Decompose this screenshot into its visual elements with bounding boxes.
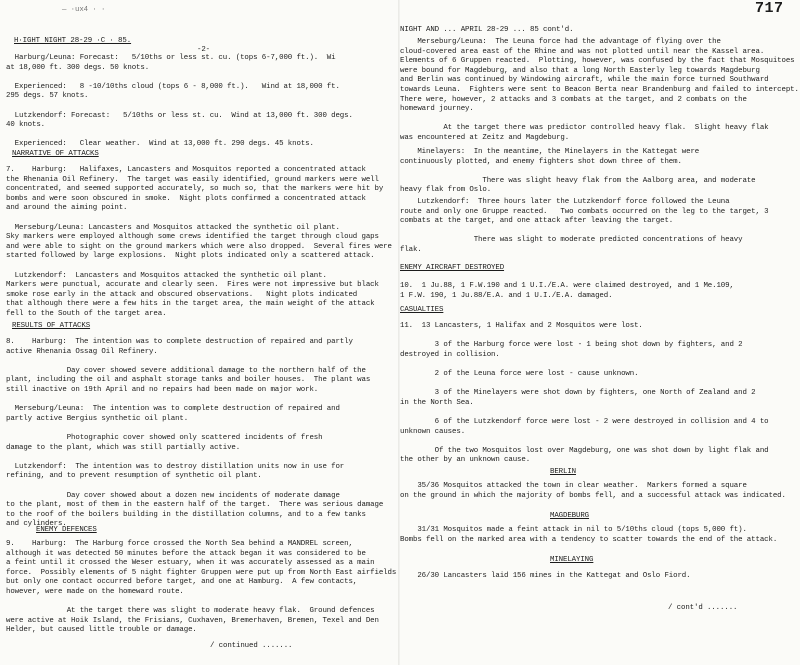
text-line: towards Leuna. Fighters were sent to Beacon Berta near Brandenburg and failed to intercept. [400, 85, 799, 94]
text-line: 2 of the Leuna force were lost - cause unknown. [400, 369, 639, 378]
weather-block [6, 54, 353, 150]
text-line: although it was detected 50 minutes before the attack began it was considered to be [6, 549, 366, 558]
text-line: At the target there was predictor controlled heavy flak. Slight heavy flak [400, 124, 769, 133]
text-line: 31/31 Mosquitos made a feint attack in nil to 5/10ths cloud (tops 5,000 ft). [400, 526, 747, 534]
text-line: Lutzkendorf: Three hours later the Lutzkendorf force followed the Leuna [400, 198, 730, 206]
enemy-defences-block [6, 540, 396, 636]
text-line: still inactive on 19th April and no repairs had been made on major work. [6, 385, 319, 394]
text-line: Merseburg/Leuna: Lancasters and Mosquitos attacked the synthetic oil plant. [6, 223, 340, 232]
text-line: the other by an unknown cause. [400, 456, 531, 465]
text-line: and cylinders. [6, 520, 67, 529]
page-number: 717 [755, 0, 784, 17]
text-line: Harburg/Leuna: Forecast: 5/10ths or less st. cu. (tops 6-7,000 ft.). Wi [6, 54, 336, 62]
text-line: unknown causes. [400, 427, 466, 436]
text-line: 1 F.W. 190, 1 Ju.88/E.A. and 1 U.I./E.A. damaged. [400, 291, 613, 300]
text-line: Lutzkendorf: Lancasters and Mosquitos attacked the synthetic oil plant. [6, 271, 327, 280]
text-line [6, 396, 383, 406]
text-line: At the target there was slight to moderate heavy flak. Ground defences [6, 607, 375, 616]
minelaying-heading: MINELAYING [550, 556, 594, 564]
text-line: Minelayers: In the meantime, the Minelayers in the Kattegat were [400, 148, 700, 156]
text-line: cloud-covered area east of the Rhine and was not plotted until near the Kassel area. [400, 47, 765, 56]
text-line: 35/36 Mosquitos attacked the town in clear weather. Markers formed a square [400, 482, 747, 490]
text-line: on the ground in which the majority of bombs fell, and a successful attack was indicated. [400, 491, 786, 500]
results-block [6, 338, 383, 530]
text-line [6, 102, 353, 112]
continuation-heading: NIGHT AND ... APRIL 28-29 ... 85 cont'd. [400, 26, 574, 34]
right-column [400, 0, 800, 665]
text-line: 8. Harburg: The intention was to complete destruction of repaired and partly [6, 338, 353, 346]
text-line: Sky markers were employed although some crews identified the target through cloud gaps [6, 233, 379, 242]
text-line: and Berlin was continued by Windowing aircraft, while the main force turned Southward [400, 76, 769, 85]
casualties-heading: CASUALTIES [400, 306, 444, 314]
text-line: however, were made on the homeward route. [6, 587, 184, 596]
text-line: heavy flak from Oslo. [400, 186, 492, 195]
raid-heading: H·IGHT NIGHT 28-29 ·C · 85. [14, 37, 132, 45]
magdeburg-block [400, 526, 777, 545]
enemy-defences-heading: ENEMY DEFENCES [36, 526, 97, 534]
text-line: Photographic cover showed only scattered incidents of fresh [6, 433, 323, 442]
text-line [6, 73, 353, 83]
text-line: the Rhenania Oil Refinery. The target was easily identified, ground markers were well [6, 175, 379, 184]
text-line: 26/30 Lancasters laid 156 mines in the Kattegat and Oslo Fiord. [400, 572, 691, 580]
text-line: Experienced: Clear weather. Wind at 13,000 ft. 290 degs. 45 knots. [6, 140, 314, 149]
text-line [400, 408, 769, 418]
text-line [6, 453, 383, 463]
text-line: started followed by large explosions. Night plots indicated only a scattered attack. [6, 252, 375, 261]
text-line [400, 115, 799, 125]
text-line: destroyed in collision. [400, 350, 500, 359]
text-line: active Rhenania Ossag Oil Refinery. [6, 347, 158, 356]
text-line [6, 214, 392, 224]
aircraft-destroyed-heading: ENEMY AIRCRAFT DESTROYED [400, 264, 505, 272]
weather-dash: -2- [197, 46, 211, 54]
text-line [6, 598, 396, 608]
text-line: There was slight to moderate predicted concentrations of heavy [400, 236, 743, 245]
text-line: 9. Harburg: The Harburg force crossed the North Sea behind a MANDREL screen, [6, 540, 353, 548]
text-line: but only one contact occurred before target, and one at Hamburg. A few contacts, [6, 578, 358, 587]
text-line: Elements of 6 Gruppen reacted. Plotting, however, was confused by the fact that Mosquitoes [400, 57, 795, 66]
leuna-block [400, 38, 799, 144]
text-line: at 18,000 ft. 300 degs. 50 knots. [6, 63, 150, 72]
text-line: plant, including the oil and asphalt storage tanks and boiler houses. The plant was [6, 376, 371, 385]
text-line: 7. Harburg: Halifaxes, Lancasters and Mosquitos reported a concentrated attack [6, 166, 366, 174]
text-line [400, 380, 769, 390]
text-line: that although there were a few hits in the target area, the main weight of the attack [6, 300, 375, 309]
text-line [400, 437, 769, 447]
text-line: 295 degs. 57 knots. [6, 92, 89, 101]
text-line: combats at the target, and one attack after leaving the target. [400, 217, 674, 226]
text-line: Bombs fell on the marked area with a tendency to scatter towards the end of the attack. [400, 535, 778, 544]
text-line: force. Possibly elements of 5 night fighter Gruppen were put up from North East airfields [6, 568, 397, 577]
text-line: to the plant, most of them in the eastern half of the target. There was serious damage [6, 501, 384, 510]
text-line: homeward journey. [400, 105, 474, 114]
continued-note: / continued ....... [210, 642, 293, 650]
text-line: concentrated, and seemed supported accurately, so much so, that the markers were hit by [6, 185, 384, 194]
text-line: fell to the South of the target area. [6, 309, 167, 318]
text-line: partly active Bergius synthetic oil plant. [6, 414, 189, 423]
minelayers-block [400, 148, 755, 196]
corner-mark: — ·ux4 · · [62, 6, 106, 14]
text-line: bombs and were soon obscured in smoke. Night plots confirmed a concentrated attack [6, 194, 366, 203]
text-line [400, 227, 769, 237]
text-line: were bound for Magdeburg, and also that a long North Easterly leg towards Magdeburg [400, 66, 760, 75]
text-line [400, 167, 755, 177]
text-line: Markers were punctual, accurate and clearly seen. Fires were not impressive but black [6, 281, 379, 290]
text-line [6, 424, 383, 434]
text-line: Day cover showed about a dozen new incidents of moderate damage [6, 491, 340, 500]
text-line: and around the aiming point. [6, 204, 128, 213]
berlin-heading: BERLIN [550, 468, 577, 476]
text-line: were active at Hoik Island, the Frisians, Cuxhaven, Bremerhaven, Bremen, Texel and Den [6, 616, 379, 625]
minelaying-block [400, 572, 690, 582]
text-line [400, 332, 769, 342]
text-line [6, 482, 383, 492]
text-line: refining, and to prevent resumption of synthetic oil plant. [6, 472, 262, 481]
text-line: smoke rose early in the attack and obscured observations. Night plots indicated [6, 290, 358, 299]
text-line: Day cover showed severe additional damage to the northern half of the [6, 366, 366, 375]
text-line: 6 of the Lutzkendorf force were lost - 2 were destroyed in collision and 4 to [400, 417, 769, 426]
text-line: and were able to sight on the ground markers which were also dropped. Several fires were [6, 242, 392, 251]
text-line: Lutzkendorf: Forecast: 5/10ths or less st. cu. Wind at 13,000 ft. 300 degs. [6, 111, 353, 120]
narrative-heading: NARRATIVE OF ATTACKS [12, 150, 99, 158]
text-line: 10. 1 Ju.88, 1 F.W.190 and 1 U.I./E.A. were claimed destroyed, and 1 Me.109, [400, 282, 734, 290]
text-line: Lutzkendorf: The intention was to destroy distillation units now in use for [6, 462, 345, 471]
contd-note: / cont'd ....... [668, 604, 738, 612]
magdeburg-heading: MAGDEBURG [550, 512, 590, 520]
text-line: route and only one Gruppe reacted. Two combats occurred on the leg to the target, 3 [400, 207, 769, 216]
text-line: damage to the plant, which was still partially active. [6, 443, 241, 452]
text-line: 40 knots. [6, 121, 46, 130]
text-line: Helder, but caused little trouble or damage. [6, 626, 197, 635]
aircraft-destroyed-block [400, 282, 734, 301]
text-line: Experienced: 8 -10/10ths cloud (tops 6 - 8,000 ft.). Wind at 18,000 ft. [6, 82, 340, 91]
lutzkendorf-block [400, 198, 769, 256]
text-line [6, 262, 392, 272]
text-line: 3 of the Harburg force were lost - 1 being shot down by fighters, and 2 [400, 341, 743, 350]
text-line: to the roof of the boilers building in the distillation columns, and to a few tanks [6, 510, 366, 519]
text-line [6, 131, 353, 141]
casualties-block [400, 322, 769, 466]
text-line [6, 357, 383, 367]
text-line: 3 of the Minelayers were shot down by fighters, one North of Zealand and 2 [400, 389, 756, 398]
text-line: Of the two Mosquitos lost over Magdeburg, one was shot down by light flak and [400, 446, 769, 455]
text-line: Merseburg/Leuna: The Leuna force had the advantage of flying over the [400, 38, 721, 46]
text-line: flak. [400, 245, 422, 254]
text-line [400, 360, 769, 370]
text-line: continuously plotted, and enemy fighters shot down three of them. [400, 157, 682, 166]
text-line: 11. 13 Lancasters, 1 Halifax and 2 Mosquitos were lost. [400, 322, 643, 330]
text-line: There was slight heavy flak from the Aalborg area, and moderate [400, 176, 756, 185]
text-line: in the North Sea. [400, 398, 474, 407]
berlin-block [400, 482, 786, 501]
text-line: was encountered at Zeitz and Magdeburg. [400, 133, 570, 142]
text-line: Merseburg/Leuna: The intention was to complete destruction of repaired and [6, 405, 340, 414]
results-heading: RESULTS OF ATTACKS [12, 322, 91, 330]
text-line: a feint until it crossed the Weser estuary, when it was accurately assessed as a main [6, 559, 375, 568]
text-line: There were, however, 2 attacks and 3 combats at the target, and 2 combats on the [400, 95, 747, 104]
narrative-block [6, 166, 392, 320]
